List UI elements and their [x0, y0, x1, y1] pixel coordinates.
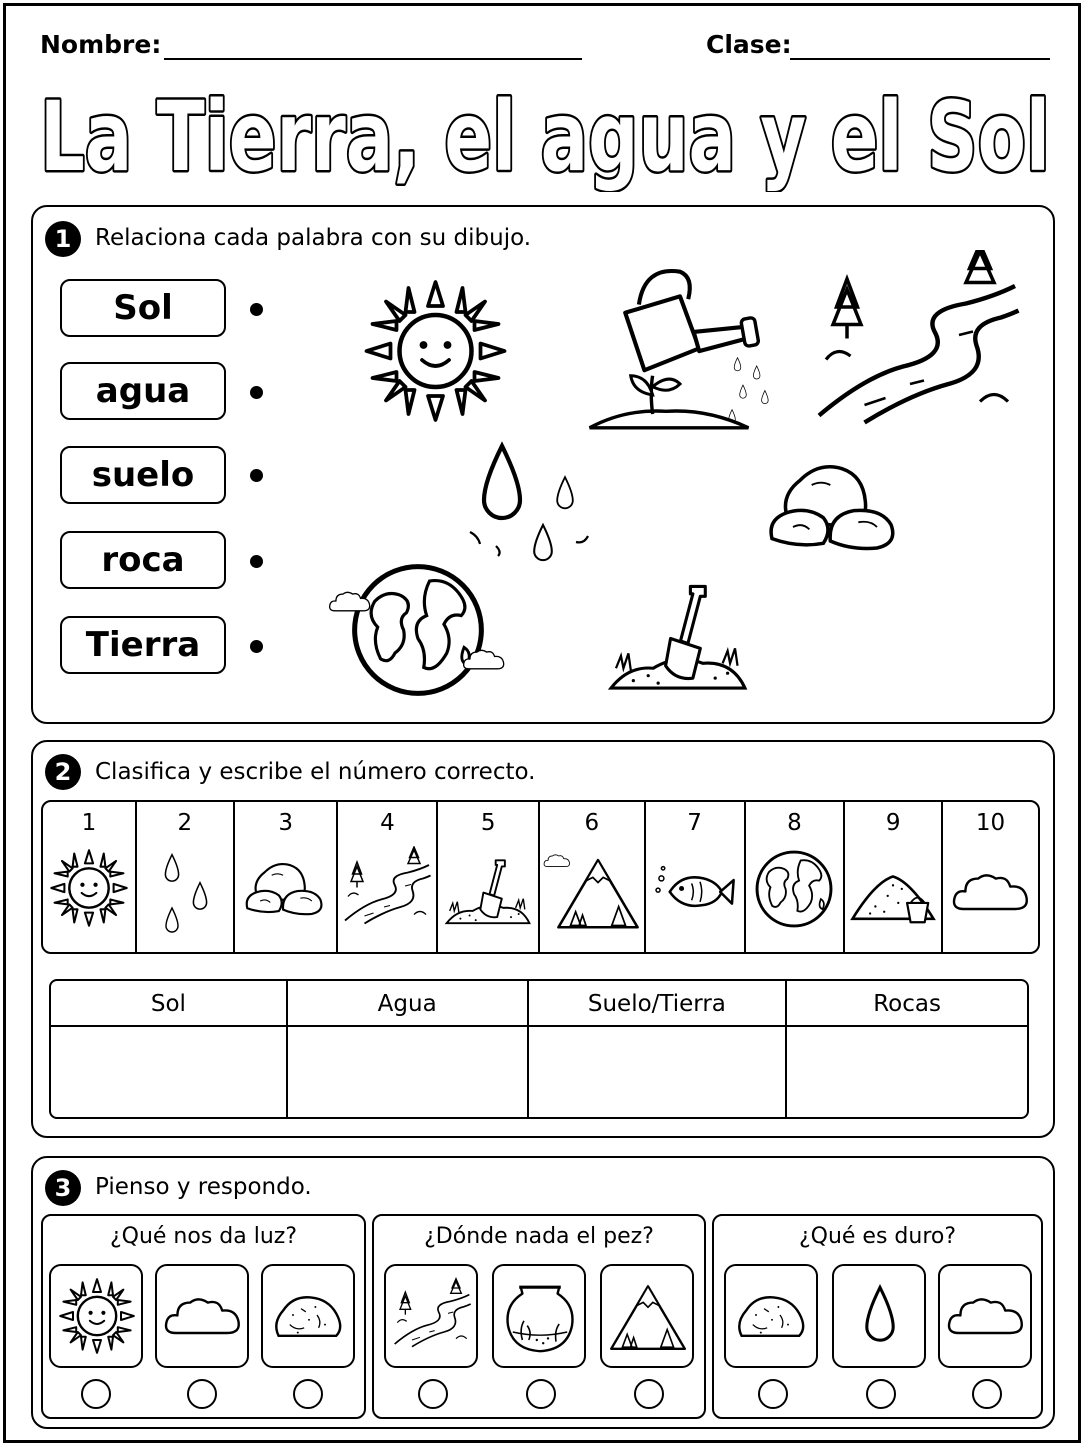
- sun-icon[interactable]: [358, 276, 513, 426]
- rocks-icon: [243, 846, 329, 926]
- word-sol: Sol: [60, 279, 226, 337]
- name-label: Nombre:: [40, 30, 162, 59]
- strip-number: 3: [278, 810, 293, 836]
- column-header: Sol: [51, 981, 286, 1027]
- option-fishbowl[interactable]: [492, 1264, 586, 1368]
- strip-item-5: [438, 802, 540, 952]
- shovel-in-soil-icon[interactable]: [582, 574, 774, 698]
- match-dot-agua[interactable]: [250, 386, 263, 399]
- answer-circle[interactable]: [187, 1379, 217, 1409]
- name-field[interactable]: [164, 58, 582, 60]
- answer-circle[interactable]: [526, 1379, 556, 1409]
- strip-number: 10: [975, 810, 1006, 836]
- question-text: ¿Dónde nada el pez?: [424, 1224, 654, 1249]
- question-3: [712, 1214, 1043, 1419]
- option-mountain[interactable]: [600, 1264, 694, 1368]
- class-label: Clase:: [706, 30, 792, 59]
- water-drops-icon[interactable]: [466, 440, 594, 570]
- section-3-instruction: Pienso y respondo.: [95, 1174, 312, 1200]
- water-drops-icon: [155, 846, 215, 936]
- strip-number: 1: [81, 810, 97, 836]
- strip-number: 6: [584, 810, 600, 836]
- match-dot-suelo[interactable]: [250, 469, 263, 482]
- fishbowl-icon: [500, 1276, 580, 1356]
- question-2: [372, 1214, 706, 1419]
- strip-item-9: [845, 802, 943, 952]
- earth-globe-icon[interactable]: [328, 558, 508, 702]
- word-suelo: suelo: [60, 446, 226, 504]
- cloud-icon: [163, 1276, 243, 1356]
- strip-item-8: [746, 802, 846, 952]
- answer-circle[interactable]: [634, 1379, 664, 1409]
- cloud-icon: [951, 868, 1031, 918]
- column-sol: [51, 981, 288, 1117]
- strip-item-6: [540, 802, 646, 952]
- strip-number: 4: [380, 810, 395, 836]
- section-1-number: 1: [45, 221, 81, 257]
- strip-item-4: [338, 802, 438, 952]
- cloud-icon: [946, 1276, 1026, 1356]
- sand-pile-icon: [849, 862, 937, 928]
- fish-icon: [653, 856, 737, 926]
- strip-number: 8: [787, 810, 802, 836]
- sun-icon: [57, 1276, 137, 1356]
- sun-icon: [48, 846, 130, 930]
- column-header: Rocas: [787, 981, 1027, 1027]
- column-agua: [288, 981, 529, 1117]
- word-agua: agua: [60, 362, 226, 420]
- option-rock[interactable]: [724, 1264, 818, 1368]
- answer-circle[interactable]: [81, 1379, 111, 1409]
- answer-cell-suelo-tierra[interactable]: [529, 1027, 786, 1117]
- mountain-icon: [543, 846, 641, 936]
- option-cloud[interactable]: [155, 1264, 249, 1368]
- river-icon: [392, 1276, 472, 1356]
- column-header: Agua: [288, 981, 527, 1027]
- watering-can-icon[interactable]: [580, 258, 780, 436]
- classification-table: [49, 979, 1029, 1119]
- match-dot-sol[interactable]: [250, 303, 263, 316]
- page-title: [30, 62, 1060, 192]
- column-suelo-tierra: [529, 981, 788, 1117]
- option-sun[interactable]: [49, 1264, 143, 1368]
- strip-item-1: [43, 802, 137, 952]
- answer-circle[interactable]: [972, 1379, 1002, 1409]
- rock-icon: [269, 1276, 349, 1356]
- strip-item-10: [943, 802, 1038, 952]
- answer-circle[interactable]: [293, 1379, 323, 1409]
- question-text: ¿Qué nos da luz?: [109, 1224, 298, 1249]
- section-2-instruction: Clasifica y escribe el número correcto.: [95, 759, 536, 785]
- water-drop-icon: [840, 1276, 920, 1356]
- answer-cell-sol[interactable]: [51, 1027, 286, 1117]
- column-rocas: [787, 981, 1027, 1117]
- section-1-instruction: Relaciona cada palabra con su dibujo.: [95, 225, 532, 251]
- strip-item-3: [235, 802, 339, 952]
- rock-icon: [732, 1276, 812, 1356]
- river-icon: [342, 846, 432, 932]
- svg-text:La Tierra, el agua y el Sol: La Tierra, el agua y el Sol: [40, 81, 1050, 192]
- answer-cell-agua[interactable]: [288, 1027, 527, 1117]
- mountain-icon: [608, 1276, 688, 1356]
- strip-item-2: [137, 802, 235, 952]
- earth-icon: [752, 846, 836, 932]
- section-3-number: 3: [45, 1170, 81, 1206]
- match-dot-tierra[interactable]: [250, 640, 263, 653]
- question-1: [41, 1214, 366, 1419]
- option-river[interactable]: [384, 1264, 478, 1368]
- strip-number: 5: [480, 810, 496, 836]
- answer-cell-rocas[interactable]: [787, 1027, 1027, 1117]
- strip-number: 9: [885, 810, 901, 836]
- strip-number: 2: [177, 810, 193, 836]
- river-landscape-icon[interactable]: [812, 250, 1022, 434]
- answer-circle[interactable]: [418, 1379, 448, 1409]
- rocks-icon[interactable]: [740, 450, 930, 555]
- question-text: ¿Qué es duro?: [798, 1224, 957, 1249]
- word-roca: roca: [60, 531, 226, 589]
- option-rock[interactable]: [261, 1264, 355, 1368]
- classification-strip: [41, 800, 1040, 954]
- column-header: Suelo/Tierra: [529, 981, 786, 1027]
- match-dot-roca[interactable]: [250, 555, 263, 568]
- option-cloud[interactable]: [938, 1264, 1032, 1368]
- answer-circle[interactable]: [758, 1379, 788, 1409]
- word-tierra: Tierra: [60, 616, 226, 674]
- answer-circle[interactable]: [866, 1379, 896, 1409]
- class-field[interactable]: [790, 58, 1050, 60]
- shovel-icon: [442, 846, 534, 936]
- strip-number: 7: [687, 810, 702, 836]
- option-water-drop[interactable]: [832, 1264, 926, 1368]
- section-2-number: 2: [45, 754, 81, 790]
- strip-item-7: [646, 802, 746, 952]
